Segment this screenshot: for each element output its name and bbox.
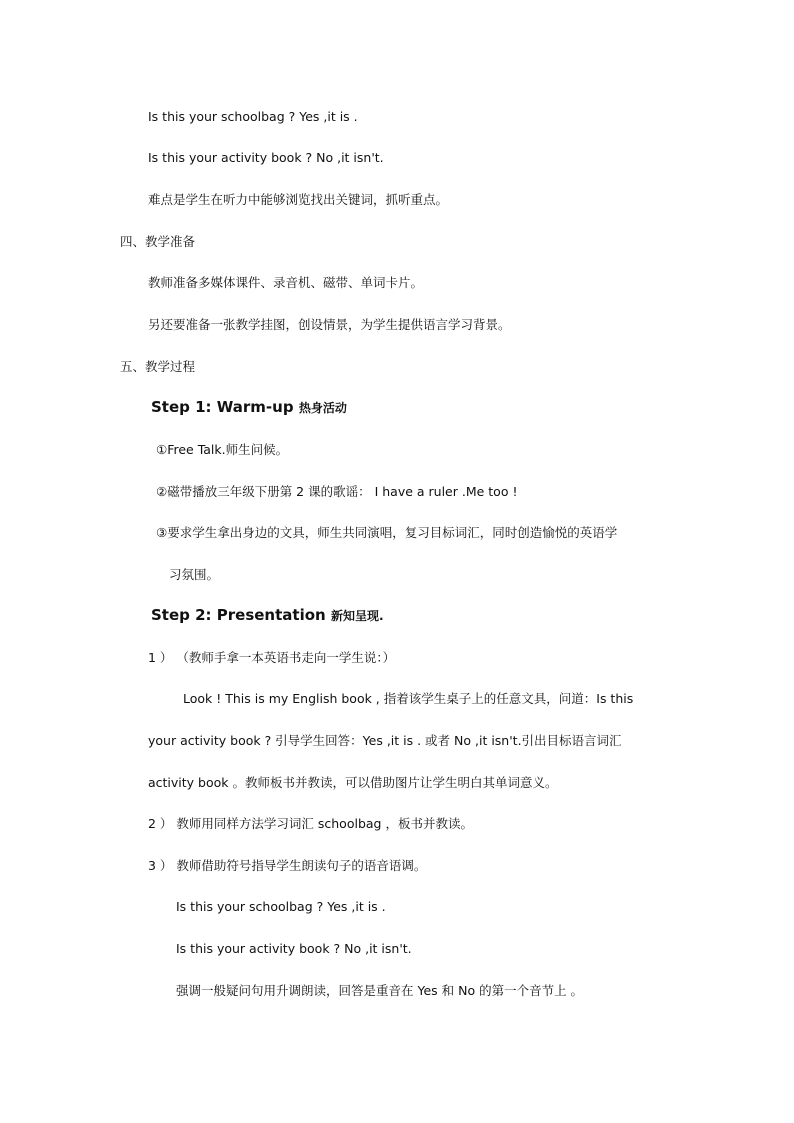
- section-heading-process: 五、教学过程: [120, 359, 196, 374]
- step-1-item-1: ①Free Talk.师生问候。: [156, 442, 289, 457]
- step-2-item-1-line-2: your activity book ? 引导学生回答：Yes ,it is . 或者 No ,it isn't.引出目标语言词汇: [148, 733, 622, 748]
- section-heading-preparation: 四、教学准备: [120, 234, 196, 249]
- step-2-item-1-line-3: activity book 。教师板书并教读，可以借助图片让学生明白其单词意义。: [148, 775, 558, 790]
- step-1-item-3: ③要求学生拿出身边的文具，师生共同演唱，复习目标词汇，同时创造愉悦的英语学: [156, 525, 618, 540]
- step-2-item-3: 3 ） 教师借助符号指导学生朗读句子的语音语调。: [148, 858, 427, 873]
- preparation-wallchart: 另还要准备一张教学挂图，创设情景，为学生提供语言学习背景。: [148, 317, 511, 332]
- preparation-materials: 教师准备多媒体课件、录音机、磁带、单词卡片。: [148, 275, 424, 290]
- practice-question-schoolbag: Is this your schoolbag ? Yes ,it is .: [176, 899, 386, 914]
- practice-question-activity-book: Is this your activity book ? No ,it isn't.: [176, 941, 412, 956]
- step-2-item-2: 2 ） 教师用同样方法学习词汇 schoolbag ，板书并教读。: [148, 816, 473, 831]
- example-question-activity-book: Is this your activity book ? No ,it isn't.: [148, 150, 384, 165]
- step-2-subtitle: 新知呈现.: [330, 609, 384, 623]
- intonation-note: 强调一般疑问句用升调朗读，回答是重音在 Yes 和 No 的第一个音节上 。: [176, 983, 584, 998]
- step-2-heading: [151, 606, 384, 625]
- step-2-item-1-line-1: Look ! This is my English book , 指着该学生桌子上的任意文具，问道：Is this: [183, 691, 634, 706]
- step-1-title: Step 1: Warm-up: [151, 398, 294, 416]
- step-2-title: Step 2: Presentation: [151, 606, 326, 624]
- difficulty-note: 难点是学生在听力中能够浏览找出关键词，抓听重点。: [148, 192, 449, 207]
- example-question-schoolbag: Is this your schoolbag ? Yes ,it is .: [148, 109, 358, 124]
- step-1-item-3-continued: 习氛围。: [169, 567, 220, 582]
- step-1-heading: [151, 398, 347, 417]
- step-1-item-2: ②磁带播放三年级下册第 2 课的歌谣： I have a ruler .Me too !: [156, 484, 518, 499]
- step-2-item-1: 1 ） （教师手拿一本英语书走向一学生说：）: [148, 650, 396, 665]
- step-1-subtitle: 热身活动: [298, 401, 347, 415]
